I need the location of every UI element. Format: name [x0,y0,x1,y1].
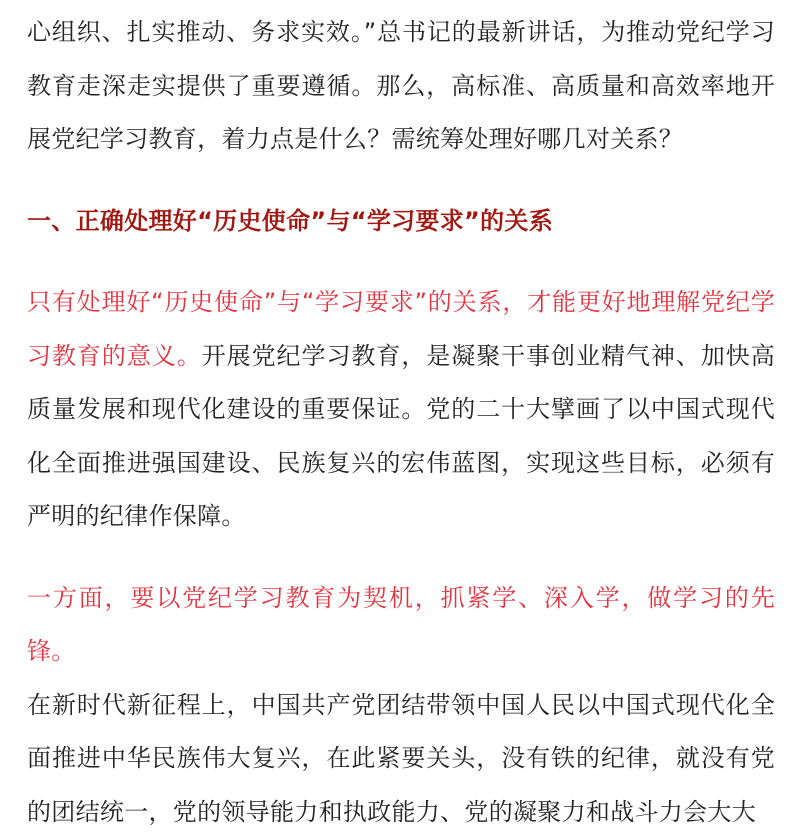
highlighted-point-lead: 一方面，要以党纪学习教育为契机，抓紧学、深入学，做学习的先锋。 [27,584,775,666]
section-paragraph [27,276,775,544]
highlighted-lead-sentence: 只有处理好“历史使命”与“学习要求”的关系，才能更好地理解党纪学习教育的意义。 [27,288,775,370]
intro-paragraph: 心组织、扎实推动、务求实效。”总书记的最新讲话，为推动党纪学习教育走深走实提供了重要遵循。那么，高标准、高质量和高效率地开展党纪学习教育，着力点是什么？需统筹处理好哪几对关系？ [27,6,775,167]
point-paragraph [27,572,775,839]
section-heading: 一、正确处理好“历史使命”与“学习要求”的关系 [27,195,775,249]
section-body-text: 开展党纪学习教育，是凝聚干事创业精气神、加快高质量发展和现代化建设的重要保证。党的二十大擘画了以中国式现代化全面推进强国建设、民族复兴的宏伟蓝图，实现这些目标，必须有严明的纪律作保障。 [27,342,775,531]
point-body-text: 在新时代新征程上，中国共产党团结带领中国人民以中国式现代化全面推进中华民族伟大复兴，在此紧要关头，没有铁的纪律，就没有党的团结统一，党的领导能力和执政能力、党的凝聚力和战斗力会大大 [27,691,775,826]
article-body [27,6,775,839]
